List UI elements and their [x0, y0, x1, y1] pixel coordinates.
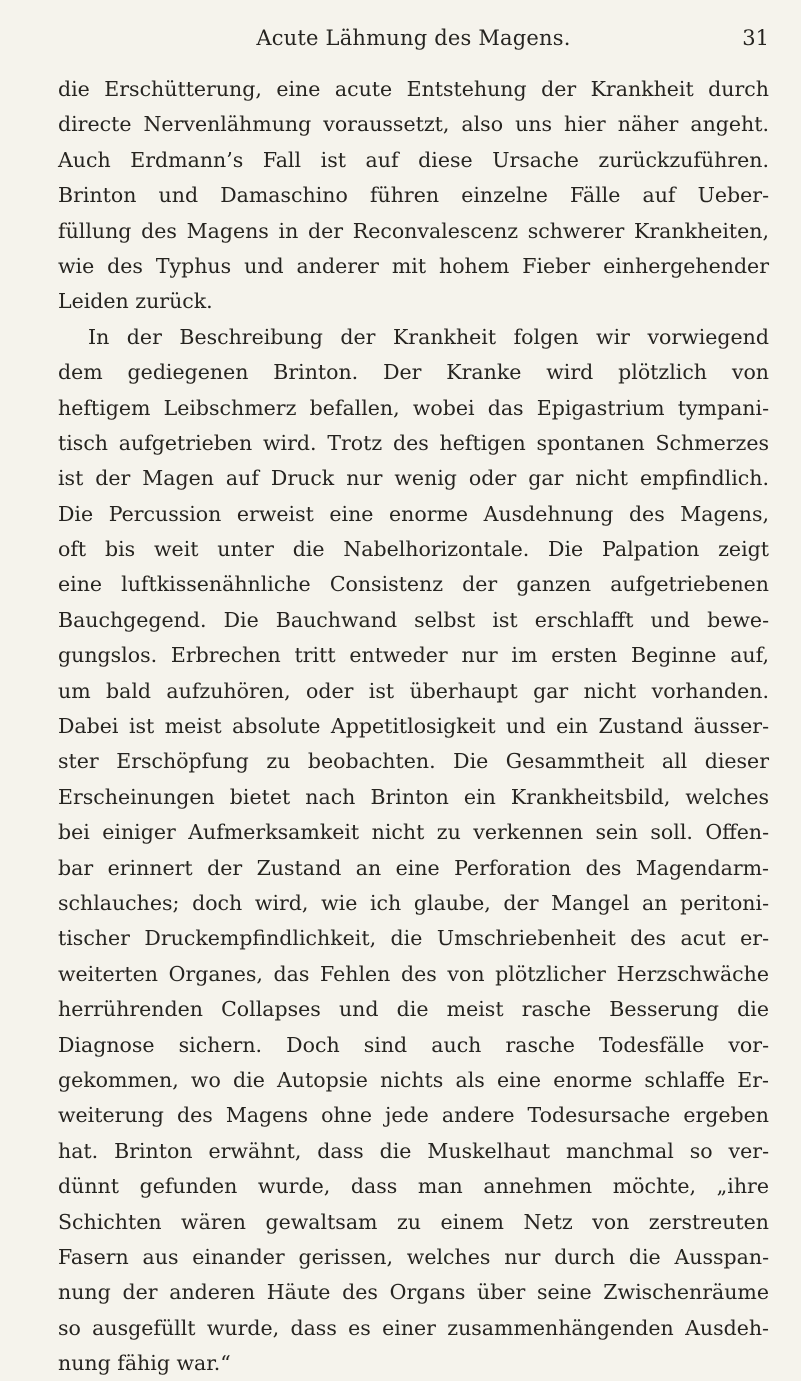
text-line: dünnt gefunden wurde, dass man annehmen möchte, „ihre — [58, 1174, 769, 1199]
text-line: nung fähig war.“ — [58, 1351, 231, 1376]
text-line: wie des Typhus und anderer mit hohem Fieber einhergehender — [58, 253, 769, 278]
text-line: ist der Magen auf Druck nur wenig oder gar nicht empfindlich. — [58, 466, 769, 491]
text-line: dem gediegenen Brinton. Der Kranke wird plötzlich von — [58, 360, 769, 385]
text-line: die Erschütterung, eine acute Entstehung der Krankheit durch — [58, 77, 769, 101]
text-line: tisch aufgetrieben wird. Trotz des heftigen spontanen Schmerzes — [58, 430, 769, 455]
text-line: Auch Erdmann’s Fall ist auf diese Ursache zurückzuführen. — [58, 147, 769, 172]
text-line: bei einiger Aufmerksamkeit nicht zu verkennen sein soll. Offen- — [58, 820, 769, 845]
text-line: Die Percussion erweist eine enorme Ausdehnung des Magens, — [58, 501, 769, 526]
text-line: so ausgefüllt wurde, dass es einer zusammenhängenden Ausdeh- — [58, 1315, 769, 1340]
running-title: Acute Lähmung des Magens. — [256, 26, 571, 50]
text-line: oft bis weit unter die Nabelhorizontale. Die Palpation zeigt — [58, 537, 769, 562]
text-line: ster Erschöpfung zu beobachten. Die Gesammtheit all dieser — [58, 749, 769, 774]
text-line: weiterten Organes, das Fehlen des von plötzlicher Herzschwäche — [58, 961, 769, 986]
text-line: hat. Brinton erwähnt, dass die Muskelhaut manchmal so ver- — [58, 1138, 769, 1163]
text-line: tischer Druckempfindlichkeit, die Umschriebenheit des acut er- — [58, 926, 769, 951]
text-line: herrührenden Collapses und die meist rasche Besserung die — [58, 997, 769, 1022]
text-line: Brinton und Damaschino führen einzelne Fälle auf Ueber- — [58, 183, 769, 208]
text-line: Erscheinungen bietet nach Brinton ein Krankheitsbild, welches — [58, 784, 769, 809]
text-line: Diagnose sichern. Doch sind auch rasche Todesfälle vor- — [58, 1032, 769, 1057]
text-line: Leiden zurück. — [58, 289, 213, 314]
text-line: In der Beschreibung der Krankheit folgen wir vorwiegend — [88, 324, 769, 349]
paragraph — [58, 72, 769, 320]
text-line: schlauches; doch wird, wie ich glaube, der Mangel an peritoni- — [58, 890, 769, 915]
text-line: Schichten wären gewaltsam zu einem Netz von zerstreuten — [58, 1209, 769, 1234]
text-line: nung der anderen Häute des Organs über seine Zwischenräume — [58, 1280, 769, 1305]
text-line: füllung des Magens in der Reconvalescenz schwerer Krankheiten, — [58, 218, 769, 243]
text-line: gekommen, wo die Autopsie nichts als eine enorme schlaffe Er- — [58, 1067, 769, 1092]
page-number: 31 — [742, 26, 769, 50]
body-text — [58, 72, 769, 1381]
text-line: heftigem Leibschmerz befallen, wobei das Epigastrium tympani- — [58, 395, 769, 420]
paragraph — [58, 320, 769, 1381]
text-line: eine luftkissenähnliche Consistenz der ganzen aufgetriebenen — [58, 572, 769, 597]
text-line: Bauchgegend. Die Bauchwand selbst ist erschlafft und bewe- — [58, 607, 769, 632]
text-line: gungslos. Erbrechen tritt entweder nur im ersten Beginne auf, — [58, 643, 769, 668]
text-line: directe Nervenlähmung voraussetzt, also uns hier näher angeht. — [58, 112, 769, 137]
text-line: bar erinnert der Zustand an eine Perforation des Magendarm- — [58, 855, 769, 880]
text-line: weiterung des Magens ohne jede andere Todesursache ergeben — [58, 1103, 769, 1128]
text-line: Fasern aus einander gerissen, welches nur durch die Ausspan- — [58, 1244, 769, 1269]
text-line: Dabei ist meist absolute Appetitlosigkeit und ein Zustand äusser- — [58, 714, 769, 739]
text-line: um bald aufzuhören, oder ist überhaupt gar nicht vorhanden. — [58, 678, 769, 703]
page-header — [58, 26, 769, 58]
